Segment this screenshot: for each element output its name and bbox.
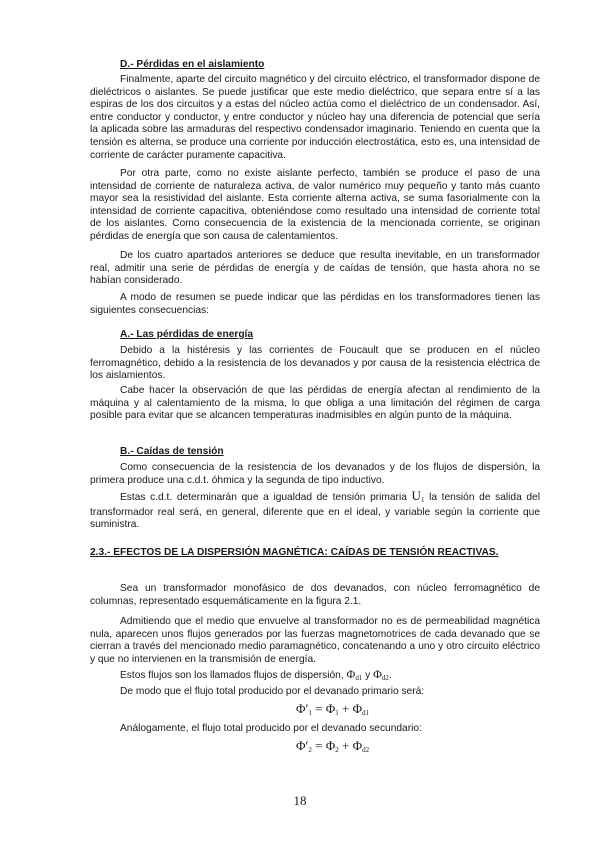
paragraph-b-2-text-a: Estas c.d.t. determinarán que a igualdad de tensión primaria <box>120 492 407 503</box>
formula-sub: d1 <box>362 709 370 717</box>
phi-sub: d1 <box>355 674 363 682</box>
formula-term: Φ′ <box>296 701 309 716</box>
formula-term: Φ <box>352 701 363 716</box>
paragraph-2-3-3-text: Estos flujos son los llamados flujos de dispersión, <box>120 670 344 681</box>
formula-sub: d2 <box>362 746 370 754</box>
formula-primary-flux <box>296 703 369 720</box>
paragraph-d-4: A modo de resumen se puede indicar que las pérdidas en los transformadores tienen las siguientes consecuencias: <box>90 292 540 316</box>
paragraph-2-3-1: Sea un transformador monofásico de dos devanados, con núcleo ferromagnético de columnas, representado esquemáticamente en la figura 2.1. <box>90 583 540 607</box>
paragraph-a-2: Cabe hacer la observación de que las pérdidas de energía afectan al rendimiento de la máquina y al calentamiento de la misma, lo que obliga a una limitación del régimen de carga posible para evitar que se alcancen temperaturas inadmisibles en algún punto de la máquina. <box>90 385 540 422</box>
heading-d: D.- Pérdidas en el aislamiento <box>120 59 265 70</box>
formula-sub: 1 <box>308 709 312 717</box>
formula-term: Φ <box>325 701 336 716</box>
phi-sub: d2 <box>381 674 389 682</box>
formula-secondary-flux <box>296 740 369 757</box>
primary-voltage-var: U <box>411 488 421 503</box>
formula-op: + <box>338 701 353 716</box>
formula-sub: 2 <box>335 746 339 754</box>
paragraph-2-3-4: De modo que el flujo total producido por el devanado primario será: <box>120 686 425 697</box>
formula-term: Φ′ <box>296 738 309 753</box>
formula-term: Φ <box>325 738 336 753</box>
phi-symbol: Φ <box>346 667 356 681</box>
formula-term: Φ <box>352 738 363 753</box>
formula-op: = <box>311 701 326 716</box>
paragraph-d-3: De los cuatro apartados anteriores se deduce que resulta inevitable, en un transformador real, admitir una serie de pérdidas de energía y de caídas de tensión, que hasta ahora no se habían considerado. <box>90 250 540 287</box>
paragraph-2-3-2: Admitiendo que el medio que envuelve al transformador no es de permeabilidad magnética nula, aparecen unos flujos generados por las fuerzas magnetomotrices de cada devanado que se cierran a través del mencionado medio paramagnético, concatenando a uno y otro circuito eléctrico y que no intervienen en la transmisión de energía. <box>90 616 540 665</box>
formula-sub: 2 <box>308 746 312 754</box>
paragraph-b-2 <box>90 490 540 532</box>
paragraph-a-1: Debido a la histéresis y las corrientes de Foucault que se producen en el núcleo ferromagnético, debido a la resistencia de los devanados y por causa de la resistencia eléctrica de los aislamientos. <box>90 345 540 382</box>
heading-a: A.- Las pérdidas de energía <box>120 329 254 340</box>
formula-sub: 1 <box>335 709 339 717</box>
leakage-flux-1 <box>347 667 363 681</box>
heading-2-3: 2.3.- EFECTOS DE LA DISPERSIÓN MAGNÉTICA: CAÍDAS DE TENSIÓN REACTIVAS. <box>90 547 499 558</box>
paragraph-d-2: Por otra parte, como no existe aislante perfecto, también se produce el paso de una intensidad de corriente de naturaleza activa, de valor numérico muy pequeño y tanto más cuanto mayor sea la resistividad del aislante. Esta corriente alterna activa, se suma fasorialmente con la intensidad de corriente capacitiva, obteniéndose como resultado una intensidad de corriente total de los aislantes. Como consecuencia de la existencia de la mencionada corriente, se originan pérdidas de energía que son causa de calentamientos. <box>90 168 540 242</box>
formula-op: = <box>311 738 326 753</box>
primary-voltage-symbol <box>412 488 425 503</box>
paragraph-b-2-text-b: la tensión de salida del transformador real será, en general, diferente que en el ideal, y variable según la corriente que suministra. <box>90 492 540 531</box>
primary-voltage-sub: 1 <box>420 496 425 504</box>
page-number: 18 <box>293 793 307 808</box>
heading-b: B.- Caídas de tensión <box>120 446 224 457</box>
formula-op: + <box>338 738 353 753</box>
paragraph-2-3-5: Análogamente, el flujo total producido por el devanado secundario: <box>120 723 422 734</box>
paragraph-d-1: Finalmente, aparte del circuito magnético y del circuito eléctrico, el transformador dispone de dieléctricos o aislantes. Se puede justificar que este medio dieléctrico, que separa entre sí a las espiras de los dos circuitos y a estas del núcleo actúa como el dieléctrico de un condensador. Así, entre conductor y conductor, y entre conductor y núcleo hay una diferencia de potencial que sería la aplicada sobre las armaduras del respectivo condensador imaginario. Teniendo en cuenta que la tensión es alterna, se produce una corriente por inducción electrostática, esto es, una intensidad de corriente de carácter puramente capacitiva. <box>90 74 540 161</box>
conjunction: y <box>365 670 371 681</box>
period: . <box>388 670 392 681</box>
leakage-flux-2 <box>373 667 389 681</box>
paragraph-b-1: Como consecuencia de la resistencia de los devanados y de los flujos de dispersión, la primera produce una c.d.t. óhmica y la segunda de tipo inductivo. <box>90 462 540 486</box>
paragraph-2-3-3 <box>90 668 540 685</box>
phi-symbol: Φ <box>373 667 382 681</box>
